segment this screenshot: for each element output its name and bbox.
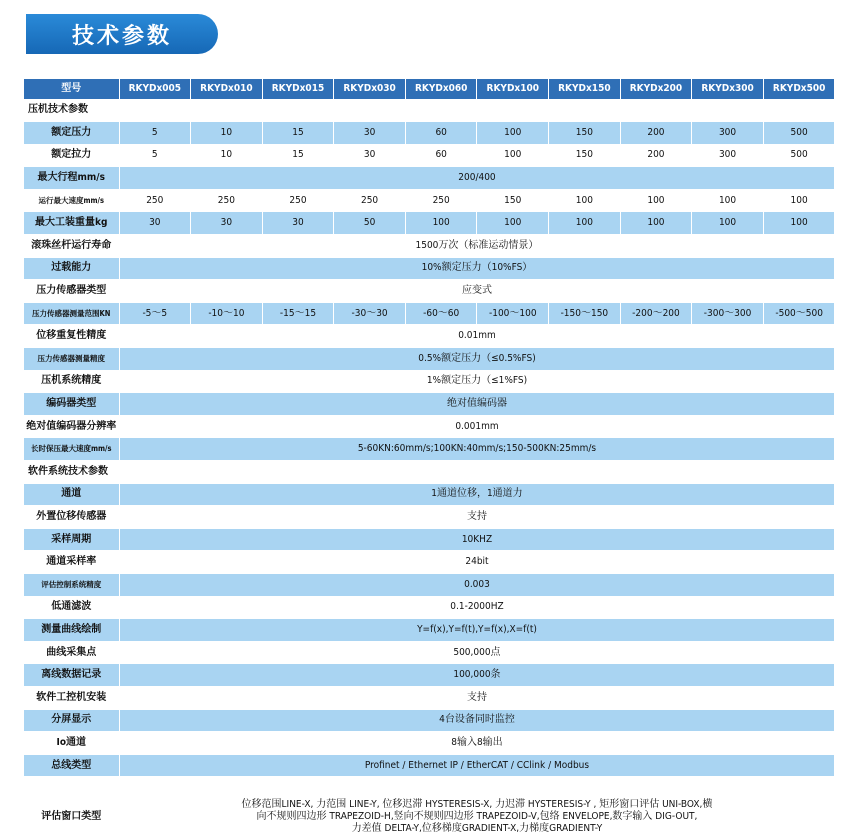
cell: 30 (334, 122, 406, 145)
table-row (24, 144, 835, 167)
header-cell: RKYDx300 (692, 79, 764, 99)
table-row (24, 325, 835, 348)
row-label: 编码器类型 (24, 393, 119, 416)
cell: 30 (262, 212, 334, 235)
cell: 10KHZ (119, 528, 835, 551)
cell: 300 (692, 122, 764, 145)
row-label: 离线数据记录 (24, 664, 119, 687)
table-row (24, 415, 835, 438)
row-label: 位移重复性精度 (24, 325, 119, 348)
row-label: 通道 (24, 483, 119, 506)
cell: 0.01mm (119, 325, 835, 348)
row-label: 压机系统精度 (24, 370, 119, 393)
cell: 60 (405, 144, 477, 167)
table-row (24, 619, 835, 642)
table-row (24, 551, 835, 574)
header-cell: RKYDx060 (405, 79, 477, 99)
row-label: 运行最大速度mm/s (24, 189, 119, 212)
cell: 100,000条 (119, 664, 835, 687)
cell: 24bit (119, 551, 835, 574)
eval-window-line: 力差值 DELTA-Y,位移梯度GRADIENT-X,力梯度GRADIENT-Y (351, 822, 603, 834)
spec-table (24, 79, 835, 834)
cell: 100 (405, 212, 477, 235)
cell: 250 (119, 189, 191, 212)
cell: 5 (119, 122, 191, 145)
table-row (24, 393, 835, 416)
header-cell: RKYDx200 (620, 79, 692, 99)
cell: -100～100 (477, 302, 549, 325)
header-cell: RKYDx030 (334, 79, 406, 99)
cell: 100 (477, 122, 549, 145)
row-label: 压力传感器测量精度 (24, 348, 119, 371)
cell: 支持 (119, 506, 835, 529)
cell: 100 (620, 189, 692, 212)
cell: 1%额定压力（≤1%FS) (119, 370, 835, 393)
row-label: 分屏显示 (24, 709, 119, 732)
cell: 100 (549, 212, 621, 235)
table-row (24, 348, 835, 371)
cell: -150～150 (549, 302, 621, 325)
section-row-press (24, 99, 835, 122)
cell: 250 (334, 189, 406, 212)
cell: Profinet / Ethernet IP / EtherCAT / CClink / Modbus (119, 754, 835, 777)
cell: -5～5 (119, 302, 191, 325)
section-title: 压机技术参数 (24, 99, 835, 122)
table-row (24, 212, 835, 235)
cell: 1500万次（标准运动情景） (119, 235, 835, 258)
cell: 200 (620, 122, 692, 145)
cell: 5 (119, 144, 191, 167)
section-title: 软件系统技术参数 (24, 461, 835, 484)
cell: 4台设备同时监控 (119, 709, 835, 732)
row-label: 长时保压最大速度mm/s (24, 438, 119, 461)
row-label: 外置位移传感器 (24, 506, 119, 529)
table-row (24, 122, 835, 145)
table-row (24, 483, 835, 506)
cell: 15 (262, 122, 334, 145)
cell: 50 (334, 212, 406, 235)
row-label: 软件工控机安装 (24, 686, 119, 709)
table-row (24, 641, 835, 664)
cell: 500 (763, 144, 835, 167)
table-row (24, 438, 835, 461)
table-row (24, 189, 835, 212)
section-row-software (24, 461, 835, 484)
row-label: 额定压力 (24, 122, 119, 145)
cell: 0.5%额定压力（≤0.5%FS) (119, 348, 835, 371)
table-row (24, 754, 835, 777)
cell: 0.001mm (119, 415, 835, 438)
table-row (24, 596, 835, 619)
row-label: 压力传感器类型 (24, 280, 119, 303)
row-label: 低通滤波 (24, 596, 119, 619)
header-cell: RKYDx100 (477, 79, 549, 99)
row-label: 评估控制系统精度 (24, 573, 119, 596)
cell: 30 (119, 212, 191, 235)
eval-window-line: 位移范围LINE-X, 力范围 LINE-Y, 位移迟滞 HYSTERESIS-X, 力迟滞 HYSTERESIS-Y , 矩形窗口评估 UNI-BOX,横 (241, 798, 713, 810)
eval-window-description (119, 777, 835, 834)
table-row (24, 257, 835, 280)
table-row (24, 302, 835, 325)
cell: 250 (262, 189, 334, 212)
cell: 60 (405, 122, 477, 145)
cell: 200/400 (119, 167, 835, 190)
cell: 100 (692, 189, 764, 212)
cell: 100 (763, 212, 835, 235)
row-label: 额定拉力 (24, 144, 119, 167)
cell: -30～30 (334, 302, 406, 325)
cell: 30 (334, 144, 406, 167)
table-row (24, 506, 835, 529)
cell: 250 (405, 189, 477, 212)
cell: 0.1-2000HZ (119, 596, 835, 619)
cell: -200～200 (620, 302, 692, 325)
table-row (24, 664, 835, 687)
header-cell: RKYDx010 (191, 79, 263, 99)
cell: 100 (477, 212, 549, 235)
cell: 支持 (119, 686, 835, 709)
header-cell: RKYDx015 (262, 79, 334, 99)
table-row (24, 235, 835, 258)
table-row (24, 167, 835, 190)
cell: -15～15 (262, 302, 334, 325)
header-cell: RKYDx150 (549, 79, 621, 99)
cell: 300 (692, 144, 764, 167)
table-row (24, 528, 835, 551)
row-label: 绝对值编码器分辨率 (24, 415, 119, 438)
cell: 15 (262, 144, 334, 167)
cell: 30 (191, 212, 263, 235)
header-cell: RKYDx500 (763, 79, 835, 99)
cell: 150 (477, 189, 549, 212)
table-row (24, 686, 835, 709)
cell: 150 (549, 122, 621, 145)
cell: -60～60 (405, 302, 477, 325)
cell: 100 (477, 144, 549, 167)
cell: 1通道位移，1通道力 (119, 483, 835, 506)
header-cell: 型号 (24, 79, 119, 99)
row-label: 通道采样率 (24, 551, 119, 574)
table-row (24, 280, 835, 303)
eval-window-line: 向不规则四边形 TRAPEZOID-H,竖向不规则四边形 TRAPEZOID-V,包络 ENVELOPE,数字输入 DIG-OUT, (256, 810, 698, 822)
cell: -10～10 (191, 302, 263, 325)
table-row (24, 370, 835, 393)
cell: 10 (191, 122, 263, 145)
cell: 应变式 (119, 280, 835, 303)
table-row (24, 732, 835, 755)
row-label: 曲线采集点 (24, 641, 119, 664)
row-label: 压力传感器测量范围KN (24, 302, 119, 325)
table-row (24, 573, 835, 596)
cell: 绝对值编码器 (119, 393, 835, 416)
cell: 0.003 (119, 573, 835, 596)
page-title: 技术参数 (26, 14, 218, 54)
cell: 10%额定压力（10%FS） (119, 257, 835, 280)
row-label: 最大行程mm/s (24, 167, 119, 190)
cell: 500 (763, 122, 835, 145)
row-label: 测量曲线绘制 (24, 619, 119, 642)
cell: 100 (692, 212, 764, 235)
row-label: 最大工装重量kg (24, 212, 119, 235)
cell: 100 (620, 212, 692, 235)
row-label: 滚珠丝杆运行寿命 (24, 235, 119, 258)
cell: Y=f(x),Y=f(t),Y=f(x),X=f(t) (119, 619, 835, 642)
row-label: 过载能力 (24, 257, 119, 280)
cell: 8输入8输出 (119, 732, 835, 755)
cell: 500,000点 (119, 641, 835, 664)
cell: 100 (763, 189, 835, 212)
table-row (24, 709, 835, 732)
row-label: 评估窗口类型 (24, 777, 119, 834)
cell: 250 (191, 189, 263, 212)
row-label: 总线类型 (24, 754, 119, 777)
cell: 5-60KN:60mm/s;100KN:40mm/s;150-500KN:25mm/s (119, 438, 835, 461)
header-cell: RKYDx005 (119, 79, 191, 99)
cell: 10 (191, 144, 263, 167)
table-row (24, 777, 835, 834)
cell: -500～500 (763, 302, 835, 325)
cell: -300～300 (692, 302, 764, 325)
cell: 200 (620, 144, 692, 167)
row-label: 采样周期 (24, 528, 119, 551)
row-label: Io通道 (24, 732, 119, 755)
cell: 150 (549, 144, 621, 167)
table-header-row (24, 79, 835, 99)
cell: 100 (549, 189, 621, 212)
